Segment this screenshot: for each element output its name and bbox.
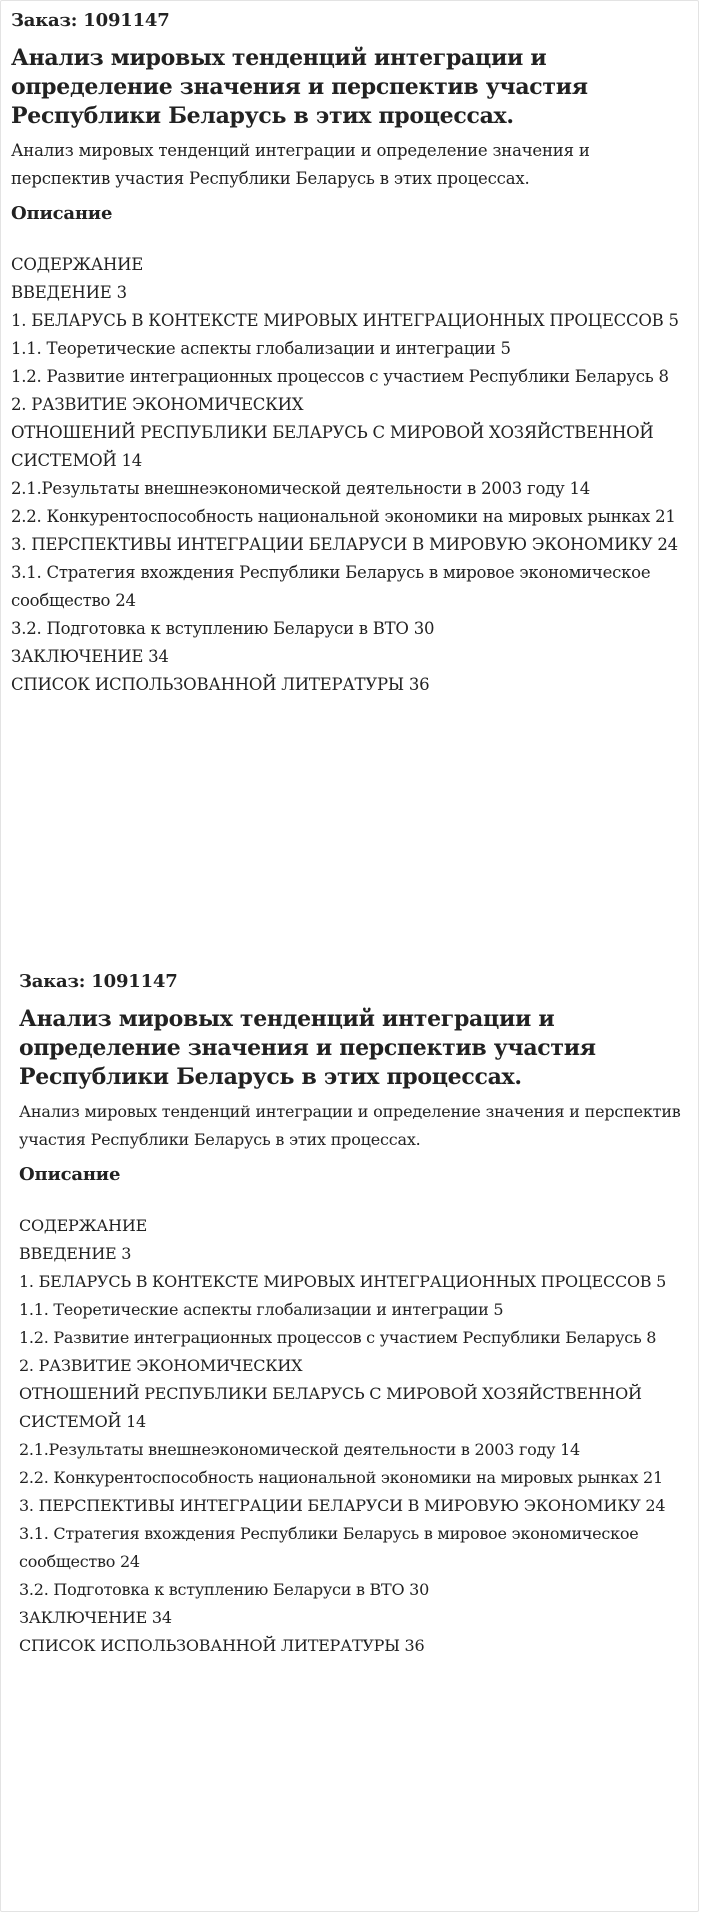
toc-item: ЗАКЛЮЧЕНИЕ 34 bbox=[19, 1608, 172, 1627]
document-card bbox=[11, 8, 683, 699]
toc-item: 1.2. Развитие интеграционных процессов с участием Республики Беларусь 8 bbox=[11, 367, 669, 386]
document-card bbox=[19, 969, 683, 1660]
order-number: Заказ: 1091147 bbox=[19, 971, 178, 992]
toc-item: ВВЕДЕНИЕ 3 bbox=[19, 1244, 132, 1263]
toc-item: СПИСОК ИСПОЛЬЗОВАННОЙ ЛИТЕРАТУРЫ 36 bbox=[19, 1636, 425, 1655]
toc-item: 2.2. Конкурентоспособность национальной экономики на мировых рынках 21 bbox=[11, 507, 676, 526]
toc-item: ОТНОШЕНИЙ РЕСПУБЛИКИ БЕЛАРУСЬ С МИРОВОЙ ХОЗЯЙСТВЕННОЙ СИСТЕМОЙ 14 bbox=[11, 423, 654, 470]
description-heading: Описание bbox=[19, 1164, 121, 1185]
toc-item: 2. РАЗВИТИЕ ЭКОНОМИЧЕСКИХ bbox=[19, 1356, 303, 1375]
table-of-contents bbox=[19, 1212, 683, 1660]
toc-item: СПИСОК ИСПОЛЬЗОВАННОЙ ЛИТЕРАТУРЫ 36 bbox=[11, 675, 430, 694]
toc-item: 3. ПЕРСПЕКТИВЫ ИНТЕГРАЦИИ БЕЛАРУСИ В МИРОВУЮ ЭКОНОМИКУ 24 bbox=[11, 535, 678, 554]
toc-item: 3.2. Подготовка к вступлению Беларуси в ВТО 30 bbox=[19, 1580, 430, 1599]
toc-item: ЗАКЛЮЧЕНИЕ 34 bbox=[11, 647, 169, 666]
toc-item: СОДЕРЖАНИЕ bbox=[19, 1216, 147, 1235]
toc-item: 1. БЕЛАРУСЬ В КОНТЕКСТЕ МИРОВЫХ ИНТЕГРАЦИОННЫХ ПРОЦЕССОВ 5 bbox=[11, 311, 679, 330]
toc-item: 1.2. Развитие интеграционных процессов с участием Республики Беларусь 8 bbox=[19, 1328, 657, 1347]
document-summary: Анализ мировых тенденций интеграции и определение значения и перспектив участия Республики Беларусь в этих процессах. bbox=[11, 141, 590, 188]
toc-item: 3.1. Стратегия вхождения Республики Беларусь в мировое экономическое сообщество 24 bbox=[11, 563, 651, 610]
toc-item: 3.2. Подготовка к вступлению Беларуси в ВТО 30 bbox=[11, 619, 435, 638]
table-of-contents bbox=[11, 251, 683, 699]
toc-item: СОДЕРЖАНИЕ bbox=[11, 255, 144, 274]
toc-item: ВВЕДЕНИЕ 3 bbox=[11, 283, 127, 302]
toc-item: 1.1. Теоретические аспекты глобализации и интеграции 5 bbox=[11, 339, 511, 358]
order-number: Заказ: 1091147 bbox=[11, 10, 170, 31]
toc-item: 2.2. Конкурентоспособность национальной экономики на мировых рынках 21 bbox=[19, 1468, 663, 1487]
toc-item: 3.1. Стратегия вхождения Республики Беларусь в мировое экономическое сообщество 24 bbox=[19, 1524, 639, 1571]
toc-item: 1. БЕЛАРУСЬ В КОНТЕКСТЕ МИРОВЫХ ИНТЕГРАЦИОННЫХ ПРОЦЕССОВ 5 bbox=[19, 1272, 667, 1291]
document-summary: Анализ мировых тенденций интеграции и определение значения и перспектив участия Республики Беларусь в этих процессах. bbox=[19, 1102, 681, 1149]
toc-item: 2.1.Результаты внешнеэкономической деятельности в 2003 году 14 bbox=[11, 479, 590, 498]
description-heading: Описание bbox=[11, 203, 113, 224]
toc-item: 1.1. Теоретические аспекты глобализации и интеграции 5 bbox=[19, 1300, 504, 1319]
document-title: Анализ мировых тенденций интеграции и определение значения и перспектив участия Республики Беларусь в этих процессах. bbox=[11, 45, 588, 129]
toc-item: ОТНОШЕНИЙ РЕСПУБЛИКИ БЕЛАРУСЬ С МИРОВОЙ ХОЗЯЙСТВЕННОЙ СИСТЕМОЙ 14 bbox=[19, 1384, 642, 1431]
toc-item: 2. РАЗВИТИЕ ЭКОНОМИЧЕСКИХ bbox=[11, 395, 304, 414]
toc-item: 2.1.Результаты внешнеэкономической деятельности в 2003 году 14 bbox=[19, 1440, 580, 1459]
toc-item: 3. ПЕРСПЕКТИВЫ ИНТЕГРАЦИИ БЕЛАРУСИ В МИРОВУЮ ЭКОНОМИКУ 24 bbox=[19, 1496, 666, 1515]
document-title: Анализ мировых тенденций интеграции и определение значения и перспектив участия Республики Беларусь в этих процессах. bbox=[19, 1006, 596, 1090]
